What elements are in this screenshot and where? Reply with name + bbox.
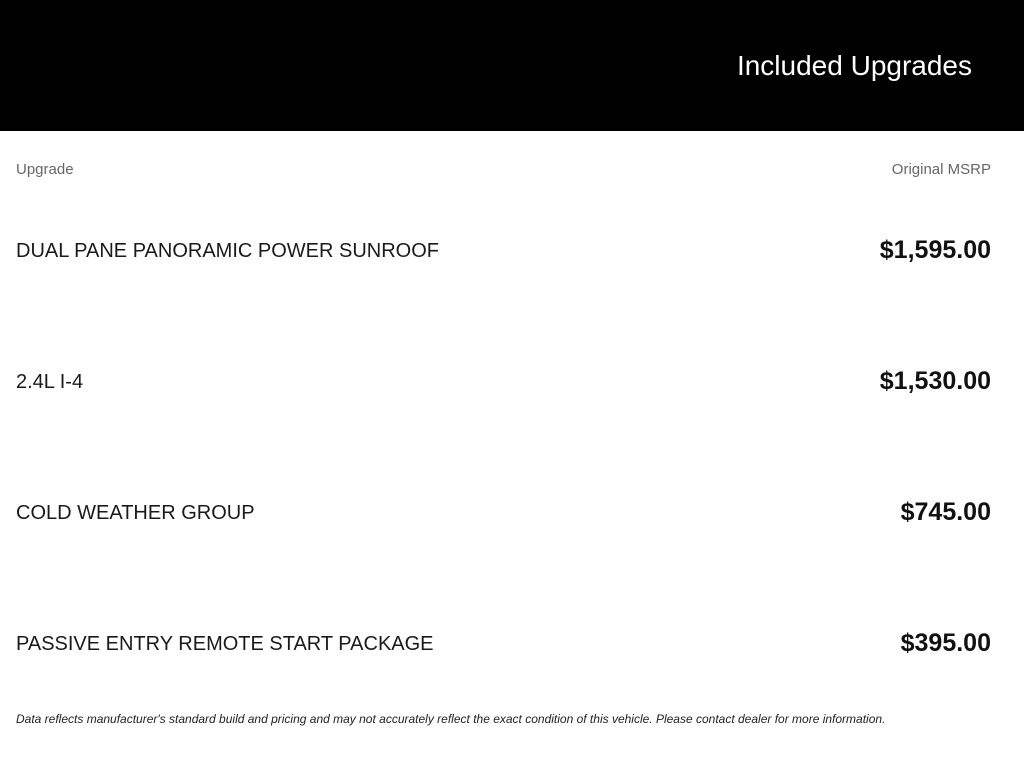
header-bar (0, 0, 1024, 131)
table-row (0, 230, 1024, 270)
upgrade-name: 2.4L I-4 (16, 371, 84, 393)
upgrade-price: $1,595.00 (879, 236, 991, 264)
upgrade-price: $1,530.00 (879, 367, 991, 395)
table-row (0, 623, 1024, 663)
upgrade-price: $745.00 (900, 498, 991, 526)
upgrade-price: $395.00 (900, 629, 991, 657)
table-row (0, 361, 1024, 401)
upgrade-name: PASSIVE ENTRY REMOTE START PACKAGE (16, 633, 434, 655)
upgrade-name: COLD WEATHER GROUP (16, 502, 255, 524)
disclaimer-text: Data reflects manufacturer's standard build and pricing and may not accurately reflect the exact condition of this vehicle. Please contact dealer for more information. (16, 712, 886, 726)
upgrade-name: DUAL PANE PANORAMIC POWER SUNROOF (16, 240, 440, 262)
column-header-msrp: Original MSRP (891, 161, 991, 178)
page-title: Included Upgrades (736, 50, 972, 81)
table-row (0, 492, 1024, 532)
column-header-upgrade: Upgrade (16, 161, 74, 178)
